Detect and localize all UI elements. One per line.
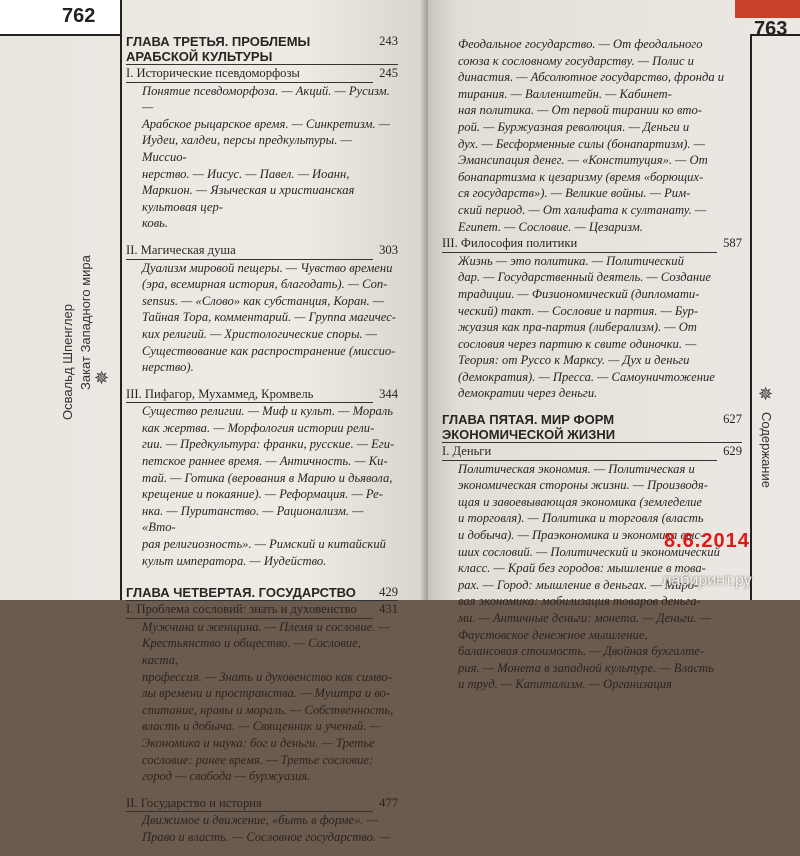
watermark-logo: лабиринт.ру xyxy=(662,572,752,589)
subtopic-line: лы времени и пространства. — Муштра и во- xyxy=(142,686,391,701)
subtopic-line: ми. — Античные деньги: монета. — Деньги. — Фаустовское денежное мышление, xyxy=(458,611,711,642)
subtopic-line: тай. — Готика (верования в Марию и дьявола, xyxy=(142,470,393,485)
subtopic-line: традиции. — Физиономический (дипломати- xyxy=(458,286,700,301)
subtopic-line: профессия. — Знать и духовенство как симво- xyxy=(142,669,392,684)
subtopic-line: балансовая стоимость. — Двойная бухгалте- xyxy=(458,644,704,659)
section-entry xyxy=(126,601,398,619)
section-title: II. Магическая душа xyxy=(126,242,373,260)
subtopic-line: ковь. xyxy=(142,216,169,231)
section-title: II. Государство и история xyxy=(126,795,373,813)
subtopic-line: дар. — Государственный деятель. — Создание xyxy=(458,270,712,285)
subtopic-line: и труд. — Капитализм. — Организация xyxy=(458,677,672,692)
section-entry xyxy=(126,386,398,404)
subtopic-line: Эмансипация денег. — «Конституция». — От xyxy=(458,153,708,168)
subtopic-line: ная политика. — От первой тирании ко вто- xyxy=(458,103,702,118)
subtopic-line: союза к сословному государству. — Полис и xyxy=(458,53,694,68)
spine-contents-label: Содержание xyxy=(759,412,774,488)
left-toc-column xyxy=(126,34,398,856)
subtopic-line: нерство). xyxy=(142,360,194,375)
subtopic-line: Египет. — Сословие. — Цезаризм. xyxy=(458,219,643,234)
subtopic-line: экономическая стороны жизни. — Производя- xyxy=(458,478,708,493)
subtopic-line: власть и добыча. — Священник и ученый. — xyxy=(142,719,381,734)
subtopic-line: демократии через деньги. xyxy=(458,386,598,401)
compass-emblem-icon: ✵ xyxy=(758,384,774,404)
subtopic-line: бонапартизма к цезаризму (время «борющих- xyxy=(458,169,704,184)
spine-author: Освальд Шпенглер xyxy=(60,303,75,420)
subtopic-line: крещение и покаяние). — Реформация. — Ре- xyxy=(142,487,383,502)
compass-emblem-icon: ✵ xyxy=(94,368,110,388)
subtopic-line: Дуализм мировой пещеры. — Чувство времени xyxy=(142,260,393,275)
right-toc-column xyxy=(442,36,742,693)
subtopic-line: рия. — Монета в западной культуре. — Власть xyxy=(458,660,714,675)
subtopic-line: сословие: ранее время. — Третье сословие: xyxy=(142,752,374,767)
left-page-number-box xyxy=(0,0,120,36)
chapter-heading: ГЛАВА ЧЕТВЕРТАЯ. ГОСУДАРСТВО 429 xyxy=(126,585,398,601)
subtopic-line: Существо религии. — Миф и культ. — Мораль xyxy=(142,404,394,419)
subtopic-line: (демократия). — Пресса. — Самоуничтожение xyxy=(458,369,715,384)
section-title: I. Проблема сословий: знать и духовенство xyxy=(126,601,373,619)
spacer xyxy=(126,569,398,579)
section-entry xyxy=(126,795,398,813)
left-page-number: 762 xyxy=(62,5,96,27)
subtopic-line: сословия через партию к свите одиночки. — xyxy=(458,336,697,351)
spacer xyxy=(126,376,398,386)
subtopic-line: Право и власть. — Сословное государство. — xyxy=(142,829,391,844)
right-page-number: 763 xyxy=(754,18,788,40)
subtopic-line: династия. — Абсолютное государство, фронда и тирания. — Валленштейн. — Кабинет- xyxy=(458,70,725,101)
chapter-heading: ГЛАВА ТРЕТЬЯ. ПРОБЛЕМЫ АРАБСКОЙ КУЛЬТУРЫ 243 xyxy=(126,34,398,64)
section-page: 303 xyxy=(379,242,398,257)
right-page xyxy=(428,0,800,692)
subtopic-line: ших сословий. — Политический и экономический xyxy=(458,544,720,559)
subtopic-line: культ императора. — Иудейство. xyxy=(142,553,327,568)
subtopic-line: дух. — Бесформенные силы (бонапартизм). — xyxy=(458,136,705,151)
subtopic-line: Теория: от Руссо к Марксу. — Дух и деньги xyxy=(458,353,690,368)
section-page: 245 xyxy=(379,66,398,80)
subtopic-line: Движимое и движение, «быть в форме». — xyxy=(142,813,378,828)
subtopic-line: как жертва. — Морфология истории рели- xyxy=(142,420,375,435)
spine-book-title: Закат Западного мира xyxy=(78,255,93,390)
subtopic-line: спитание, нравы и мораль. — Собственность, xyxy=(142,702,394,717)
subtopic-line: Тайная Тора, комментарий. — Группа магичес- xyxy=(142,310,396,325)
subtopic-line: Политическая экономия. — Политическая и xyxy=(458,461,695,476)
subtopic-line: жуазия как пра-партия (либерализм). — От xyxy=(458,320,697,335)
section-page: 344 xyxy=(379,386,398,401)
subtopic-line: вая экономика: мобилизация товаров деньга- xyxy=(458,594,701,609)
subtopic-line: ский период. — От халифата к султанату. — xyxy=(458,202,707,217)
section-title: III. Пифагор, Мухаммед, Кромвель xyxy=(126,386,373,404)
subtopic-line: щая и завоевывающая экономика (земледелие xyxy=(458,494,702,509)
subtopic-line: гии. — Предкультура: франки, русские. — Еги- xyxy=(142,437,395,452)
subtopic-line: рой. — Буржуазная революция. — Деньги и xyxy=(458,119,690,134)
subtopic-line: рах. — Город: мышление в деньгах. — Миро- xyxy=(458,577,699,592)
subtopic-line: Мужчина и женщина. — Племя и сословие. — xyxy=(142,619,390,634)
subtopic-line: и добыча). — Праэкономика и экономика выс- xyxy=(458,528,705,543)
photo-date-stamp: 8.6.2014 xyxy=(664,530,750,552)
spacer xyxy=(126,232,398,242)
subtopic-line: город — свобода — буржуазия. xyxy=(142,769,311,784)
subtopic-line: Жизнь — это политика. — Политический xyxy=(458,253,684,268)
subtopic-line: ся государств»). — Великие войны. — Рим- xyxy=(458,186,691,201)
section-entry xyxy=(126,242,398,260)
spacer xyxy=(126,785,398,795)
subtopic-line: Понятие псевдоморфоза. — Акций. — Русизм. — xyxy=(142,83,390,115)
section-page: 477 xyxy=(379,795,398,810)
subtopic-line: класс. — Край без городов: мышление в това- xyxy=(458,561,706,576)
subtopic-line: ческий) такт. — Сословие и партия. — Бур- xyxy=(458,303,699,318)
left-margin-rule xyxy=(120,0,122,600)
section-entry xyxy=(126,65,398,83)
chapter-heading: ГЛАВА ПЯТАЯ. МИР ФОРМ ЭКОНОМИЧЕСКОЙ ЖИЗНИ 627 xyxy=(442,412,742,443)
spacer xyxy=(126,846,398,856)
subtopic-line: ких религий. — Христологические споры. — xyxy=(142,326,377,341)
subtopic-line: Иудеи, халдеи, персы предкультуры. — Миссио- xyxy=(142,133,352,164)
subtopic-line: Существование как распространение (миссио- xyxy=(142,343,396,358)
subtopic-line: нка. — Пуританство. — Рационализм. — «Вто- xyxy=(142,503,364,535)
subtopic-line: (эра, всемирная история, благодать). — Con- xyxy=(142,277,388,292)
subtopic-line: Феодальное государство. — От феодального xyxy=(458,37,703,51)
subtopic-line: нерство. — Иисус. — Павел. — Иоанн, Маркион. — Языческая и христианская культовая цер- xyxy=(142,166,355,214)
subtopic-line: и торговля). — Политика и торговля (власть xyxy=(458,511,704,526)
section-entry: III. Философия политики 587 xyxy=(442,235,742,253)
subtopic-line: Арабское рыцарское время. — Синкретизм. — xyxy=(142,116,391,131)
section-title: I. Исторические псевдоморфозы xyxy=(126,65,373,83)
subtopic-line: рая религиозность». — Римский и китайский xyxy=(142,537,386,552)
subtopic-line: Экономика и наука: бог и деньги. — Третье xyxy=(142,735,375,750)
section-entry: I. Деньги 629 xyxy=(442,443,742,461)
section-page: 431 xyxy=(379,602,398,617)
right-margin-rule xyxy=(750,34,752,600)
subtopic-line: Крестьянство и общество. — Сословие, каста, xyxy=(142,636,361,667)
subtopic-line: sensus. — «Слово» как субстанция, Коран. — xyxy=(142,293,385,308)
subtopic-line: петское раннее время. — Античность. — Ки- xyxy=(142,454,388,469)
